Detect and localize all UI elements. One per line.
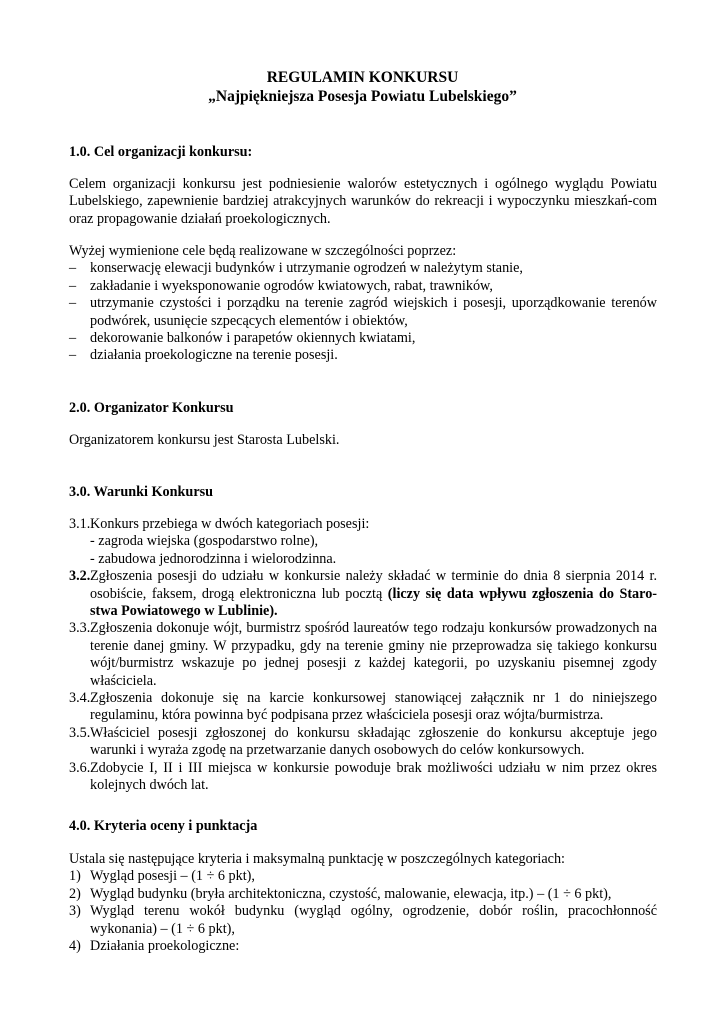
dash-bullet: –: [69, 330, 77, 347]
list-item: 3) Wygląd terenu wokół budynku (wygląd ogólny, ogrodzenie, dobór roślin, pracochłonność wykonania) – (1 ÷ 6 pkt),: [69, 903, 657, 937]
title-block: [0, 68, 725, 106]
list-item: – konserwację elewacji budynków i utrzymanie ogrodzeń w należytym stanie,: [69, 260, 523, 277]
document-title: REGULAMIN KONKURSU: [266, 69, 459, 86]
section-1-paragraph: Celem organizacji konkursu jest podniesienie walorów estetycznych i ogólnego wyglądu Powiatu Lubelskiego, zapewnienie bardziej atrakcyjnych warunków do rekreacji i wypoczynku mieszkań-com oraz propagowanie działań proekologicznych.: [69, 176, 657, 227]
list-item: – utrzymanie czystości i porządku na terenie zagród wiejskich i posesji, uporządkowanie terenów podwórek, usunięcie szpecących elementów i obiektów,: [69, 295, 657, 329]
section-2: [69, 400, 657, 417]
section-1: [69, 144, 657, 161]
list-item: 3.5. Właściciel posesji zgłoszonej do konkursu składając zgłoszenie do konkursu akceptuje jego warunki i wyraża zgodę na przetwarzanie danych osobowych do celów konkursowych.: [69, 724, 657, 759]
list-item: – dekorowanie balkonów i parapetów okiennych kwiatami,: [69, 330, 416, 347]
dash-bullet: –: [69, 260, 77, 277]
section-4-heading: 4.0. Kryteria oceny i punktacja: [69, 818, 258, 834]
dash-bullet: –: [69, 295, 77, 312]
list-item: 3.4. Zgłoszenia dokonuje się na karcie konkursowej stanowiącej załącznik nr 1 do niniejszego regulaminu, która powinna być podpisana przez właściciela posesji oraz wójta/burmistrza.: [69, 690, 657, 724]
dash-bullet: –: [69, 277, 77, 294]
document-subtitle: „Najpiękniejsza Posesja Powiatu Lubelskiego”: [208, 88, 517, 105]
list-item: 1) Wygląd posesji – (1 ÷ 6 pkt),: [69, 868, 255, 885]
section-1-heading: 1.0. Cel organizacji konkursu:: [69, 144, 253, 160]
section-2-paragraph: Organizatorem konkursu jest Starosta Lubelski.: [69, 432, 340, 448]
list-item: – zakładanie i wyeksponowanie ogrodów kwiatowych, rabat, trawników,: [69, 277, 493, 294]
list-item: 3.6. Zdobycie I, II i III miejsca w konkursie powoduje brak możliwości udziału w nim przez okres kolejnych dwóch lat.: [69, 759, 657, 794]
section-4-body: [69, 851, 657, 955]
list-item: 2) Wygląd budynku (bryła architektoniczna, czystość, malowanie, elewacja, itp.) – (1 ÷ 6 pkt),: [69, 885, 612, 902]
list-item: 3.1. Konkurs przebiega w dwóch kategoriach posesji:: [69, 516, 370, 532]
section-3: [69, 484, 657, 501]
dash-bullet: –: [69, 347, 77, 364]
list-item: – działania proekologiczne na terenie posesji.: [69, 347, 338, 364]
section-1-list: [69, 243, 657, 365]
section-1-intro: Wyżej wymienione cele będą realizowane w szczególności poprzez:: [69, 243, 457, 259]
category-item: - zagroda wiejska (gospodarstwo rolne),: [90, 533, 319, 550]
section-4-intro: Ustala się następujące kryteria i maksymalną punktację w poszczególnych kategoriach:: [69, 851, 565, 867]
list-item: 4) Działania proekologiczne:: [69, 938, 240, 955]
list-item: 3.3. Zgłoszenia dokonuje wójt, burmistrz spośród laureatów tego rodzaju konkursów prowadzonych na terenie danej gminy. W przypadku, gdy na terenie gminy nie przeprowadza się takiego konkursu wójt/burmistrz wskazuje po jednej posesji z każdej kategorii, po uzyskaniu pisemnej zgody właściciela.: [69, 620, 657, 689]
section-3-list: [69, 516, 657, 795]
section-3-heading: 3.0. Warunki Konkursu: [69, 484, 214, 500]
list-item: 3.2. Zgłoszenia posesji do udziału w konkursie należy składać w terminie do dnia 8 sierpnia 2014 r. osobiście, faksem, drogą elektroniczna lub pocztą (liczy się data wpływu zgłoszenia do Staro-stwa Powiatowego w Lublinie).: [69, 568, 658, 620]
section-2-body: [69, 432, 657, 449]
section-1-body: [69, 176, 657, 228]
section-2-heading: 2.0. Organizator Konkursu: [69, 400, 234, 416]
category-item: - zabudowa jednorodzinna i wielorodzinna.: [90, 550, 337, 567]
section-4: [69, 818, 657, 835]
